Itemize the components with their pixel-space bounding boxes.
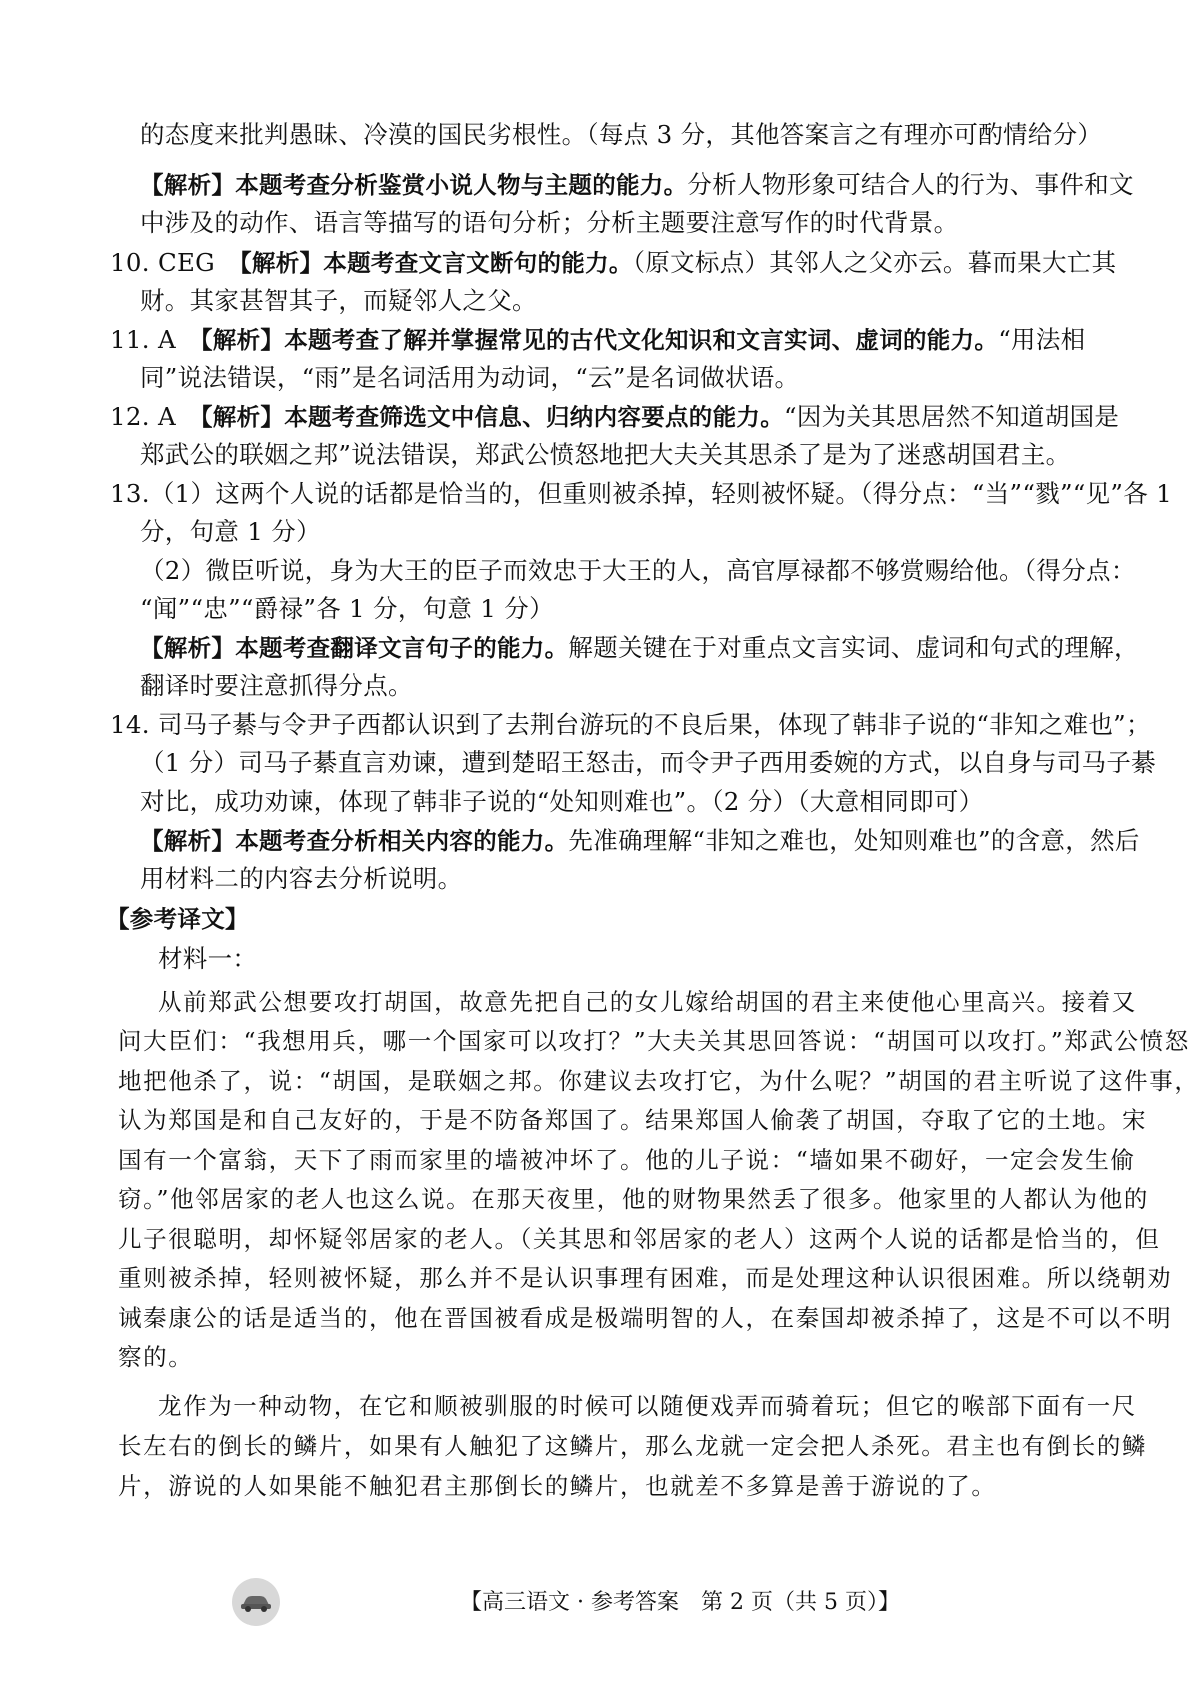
answer-text-line: （1 分）司马子綦直言劝谏，遭到楚昭王怒击，而令尹子西用委婉的方式，以自身与司马子綦 [140,748,1156,777]
translation-line: 诫秦康公的话是适当的，他在晋国被看成是极端明智的人，在秦国却被杀掉了，这是不可以不明 [118,1304,1173,1332]
analysis-label: 【解析】本题考查分析相关内容的能力。 [140,827,569,855]
translation-line: 龙作为一种动物，在它和顺被驯服的时候可以随便戏弄而骑着玩；但它的喉部下面有一尺 [158,1392,1137,1420]
translation-line: 片，游说的人如果能不触犯君主那倒长的鳞片，也就差不多算是善于游说的了。 [118,1472,997,1500]
translation-line: 从前郑武公想要攻打胡国，故意先把自己的女儿嫁给胡国的君主来使他心里高兴。接着又 [158,988,1137,1016]
translation-line: 察的。 [118,1343,194,1371]
translation-line: 窃。”他邻居家的老人也这么说。在那天夜里，他的财物果然丢了很多。他家里的人都认为他的 [118,1185,1149,1213]
question-number: 12. A [110,402,201,431]
analysis-line [140,168,1134,202]
translation-line: 重则被杀掉，轻则被怀疑，那么并不是认识事理有困难，而是处理这种认识很困难。所以绕朝劝 [118,1264,1173,1292]
analysis-text: 分析人物形象可结合人的行为、事件和文 [687,170,1134,199]
analysis-label: 【解析】本题考查翻译文言句子的能力。 [140,634,569,662]
analysis-label: 【解析】本题考查分析鉴赏小说人物与主题的能力。 [140,171,688,199]
analysis-line [140,824,1140,858]
answer-text-line: 分，句意 1 分） [140,517,321,546]
answer-text-line: 用材料二的内容去分析说明。 [140,864,463,893]
question-number: 10. CEG [110,248,240,277]
answer-text-line: “闻”“忠”“爵禄”各 1 分，句意 1 分） [140,594,554,623]
material-label: 材料一： [158,944,258,973]
page-footer: 【高三语文 · 参考答案 第 2 页（共 5 页）】 [460,1590,900,1615]
translation-line: 长左右的倒长的鳞片，如果有人触犯了这鳞片，那么龙就一定会把人杀死。君主也有倒长的鳞 [118,1432,1148,1460]
question-12-line [110,400,1119,434]
question-10-line [110,246,1116,280]
answer-text-line: 同”说法错误，“雨”是名词活用为动词，“云”是名词做状语。 [140,363,800,392]
answer-text-line: （2）微臣听说，身为大王的臣子而效忠于大王的人，高官厚禄都不够赏赐给他。（得分点： [140,556,1136,585]
analysis-text: 先准确理解“非知之难也，处知则难也”的含意，然后 [568,826,1140,855]
translation-line: 儿子很聪明，却怀疑邻居家的老人。（关其思和邻居家的老人）这两个人说的话都是恰当的，但 [118,1225,1161,1253]
translation-line: 认为郑国是和自己友好的，于是不防备郑国了。结果郑国人偷袭了胡国，夺取了它的土地。宋 [118,1106,1148,1134]
analysis-text: “因为关其思居然不知道胡国是 [784,402,1120,431]
analysis-text: “用法相 [998,325,1086,354]
translation-line: 地把他杀了，说：“胡国，是联姻之邦。你建议去攻打它，为什么呢？”胡国的君主听说了这件事， [118,1067,1200,1095]
answer-text-line: 中涉及的动作、语言等描写的语句分析；分析主题要注意写作的时代背景。 [140,208,959,237]
analysis-line [140,631,1139,665]
answer-text-line: 郑武公的联姻之邦”说法错误，郑武公愤怒地把大夫关其思杀了是为了迷惑胡国君主。 [140,440,1071,469]
car-icon [232,1578,280,1626]
translation-line: 国有一个富翁，天下了雨而家里的墙被冲坏了。他的儿子说：“墙如果不砌好，一定会发生偷 [118,1146,1136,1174]
analysis-label: 【解析】本题考查文言文断句的能力。 [239,249,633,277]
analysis-label: 【解析】本题考查了解并掌握常见的古代文化知识和文言实词、虚词的能力。 [200,326,999,354]
analysis-text: 解题关键在于对重点文言实词、虚词和句式的理解， [568,633,1139,662]
question-14-line: 14. 司马子綦与令尹子西都认识到了去荆台游玩的不良后果，体现了韩非子说的“非知之难也”； [110,710,1151,739]
analysis-text: （原文标点）其邻人之父亦云。暮而果大亡其 [632,248,1117,277]
answer-text-line: 财。其家甚智其子，而疑邻人之父。 [140,286,537,315]
question-13-line: 13.（1）这两个人说的话都是恰当的，但重则被杀掉，轻则被怀疑。（得分点：“当”“戮”“见”各 1 [110,479,1173,508]
answer-text-line: 对比，成功劝谏，体现了韩非子说的“处知则难也”。（2 分）（大意相同即可） [140,787,984,816]
translation-heading: 【参考译文】 [106,905,249,933]
answer-text-line: 翻译时要注意抓得分点。 [140,671,413,700]
question-11-line [110,323,1085,357]
answer-text-line: 的态度来批判愚昧、冷漠的国民劣根性。（每点 3 分，其他答案言之有理亦可酌情给分） [140,120,1103,149]
analysis-label: 【解析】本题考查筛选文中信息、归纳内容要点的能力。 [200,403,784,431]
translation-line: 问大臣们：“我想用兵，哪一个国家可以攻打？”大夫关其思回答说：“胡国可以攻打。”郑武公愤怒 [118,1027,1190,1055]
question-number: 11. A [110,325,201,354]
